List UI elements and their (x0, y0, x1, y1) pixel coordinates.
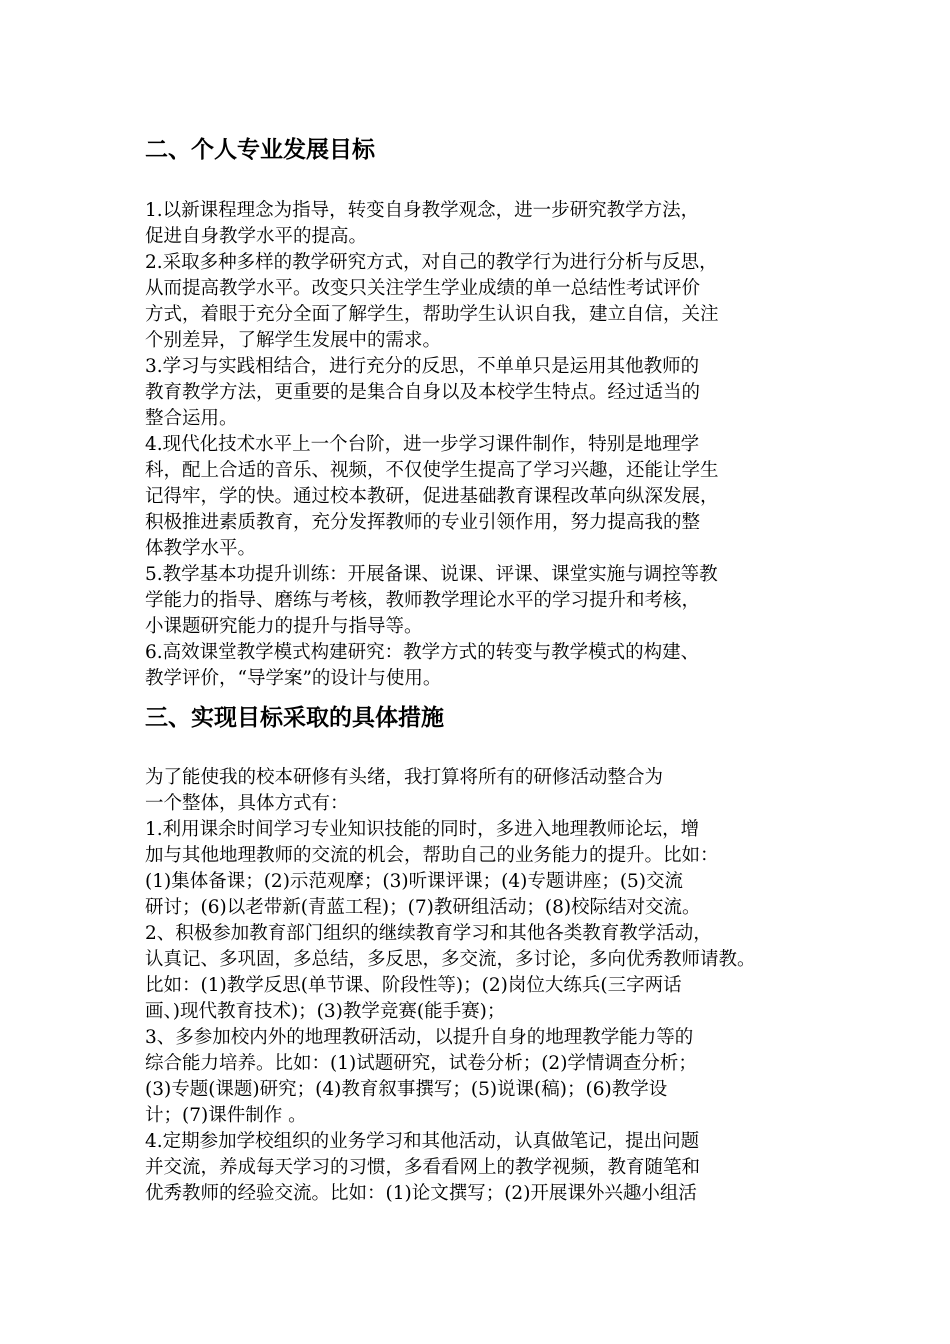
paragraph-line: 记得牢，学的快。通过校本教研，促进基础教育课程改革向纵深发展， (145, 486, 719, 507)
paragraph-line: 2、积极参加教育部门组织的继续教育学习和其他各类教育教学活动， (145, 923, 712, 944)
paragraph-line: 小课题研究能力的提升与指导等。 (145, 616, 423, 637)
paragraph-line: 整合运用。 (145, 408, 238, 429)
paragraph-line: 学能力的指导、磨练与考核，教师教学理论水平的学习提升和考核， (145, 590, 701, 611)
paragraph-line: 促进自身教学水平的提高。 (145, 226, 368, 247)
paragraph-line: 优秀教师的经验交流。比如：(1)论文撰写；(2)开展课外兴趣小组活 (145, 1183, 697, 1204)
paragraph-line: 加与其他地理教师的交流的机会，帮助自己的业务能力的提升。比如： (145, 845, 719, 866)
paragraph-line: 一个整体，具体方式有： (145, 793, 349, 814)
paragraph-line: 画、)现代教育技术)；(3)教学竞赛(能手赛)； (145, 1001, 506, 1022)
paragraph-line: 6.高效课堂教学模式构建研究：教学方式的转变与教学模式的构建、 (145, 642, 700, 663)
paragraph-line: 研讨；(6)以老带新(青蓝工程)；(7)教研组活动；(8)校际结对交流。 (145, 897, 701, 918)
section-3-heading: 三、实现目标采取的具体措施 (145, 705, 444, 731)
paragraph-line: 从而提高教学水平。改变只关注学生学业成绩的单一总结性考试评价 (145, 278, 701, 299)
paragraph-line: (3)专题(课题)研究；(4)教育叙事撰写；(5)说课(稿)；(6)教学设 (145, 1079, 668, 1100)
paragraph-line: 4.现代化技术水平上一个台阶，进一步学习课件制作，特别是地理学 (145, 434, 700, 455)
paragraph-line: 并交流，养成每天学习的习惯，多看看网上的教学视频，教育随笔和 (145, 1157, 701, 1178)
paragraph-line: 积极推进素质教育，充分发挥教师的专业引领作用，努力提高我的整 (145, 512, 701, 533)
paragraph-line: 计；(7)课件制作 。 (145, 1105, 307, 1126)
paragraph-line: (1)集体备课；(2)示范观摩；(3)听课评课；(4)专题讲座；(5)交流 (145, 871, 684, 892)
paragraph-line: 为了能使我的校本研修有头绪，我打算将所有的研修活动整合为 (145, 767, 664, 788)
paragraph-line: 1.以新课程理念为指导，转变自身教学观念，进一步研究教学方法， (145, 200, 700, 221)
paragraph-line: 科，配上合适的音乐、视频，不仅使学生提高了学习兴趣，还能让学生 (145, 460, 719, 481)
paragraph-line: 3.学习与实践相结合，进行充分的反思，不单单只是运用其他教师的 (145, 356, 700, 377)
paragraph-line: 方式，着眼于充分全面了解学生，帮助学生认识自我，建立自信，关注 (145, 304, 719, 325)
paragraph-line: 个别差异，了解学生发展中的需求。 (145, 330, 442, 351)
paragraph-line: 4.定期参加学校组织的业务学习和其他活动，认真做笔记，提出问题 (145, 1131, 700, 1152)
paragraph-line: 5.教学基本功提升训练：开展备课、说课、评课、课堂实施与调控等教 (145, 564, 718, 585)
paragraph-line: 认真记、多巩固，多总结，多反思，多交流，多讨论，多向优秀教师请教。 (145, 949, 756, 970)
paragraph-line: 教学评价，“导学案”的设计与使用。 (145, 668, 442, 689)
paragraph-line: 体教学水平。 (145, 538, 257, 559)
paragraph-line: 教育教学方法，更重要的是集合自身以及本校学生特点。经过适当的 (145, 382, 701, 403)
paragraph-line: 3、多参加校内外的地理教研活动，以提升自身的地理教学能力等的 (145, 1027, 694, 1048)
section-2-heading: 二、个人专业发展目标 (145, 137, 375, 163)
paragraph-line: 综合能力培养。比如：(1)试题研究，试卷分析；(2)学情调查分析； (145, 1053, 697, 1074)
paragraph-line: 2.采取多种多样的教学研究方式，对自己的教学行为进行分析与反思， (145, 252, 718, 273)
paragraph-line: 比如：(1)教学反思(单节课、阶段性等)；(2)岗位大练兵(三字两话 (145, 975, 682, 996)
paragraph-line: 1.利用课余时间学习专业知识技能的同时，多进入地理教师论坛，增 (145, 819, 700, 840)
